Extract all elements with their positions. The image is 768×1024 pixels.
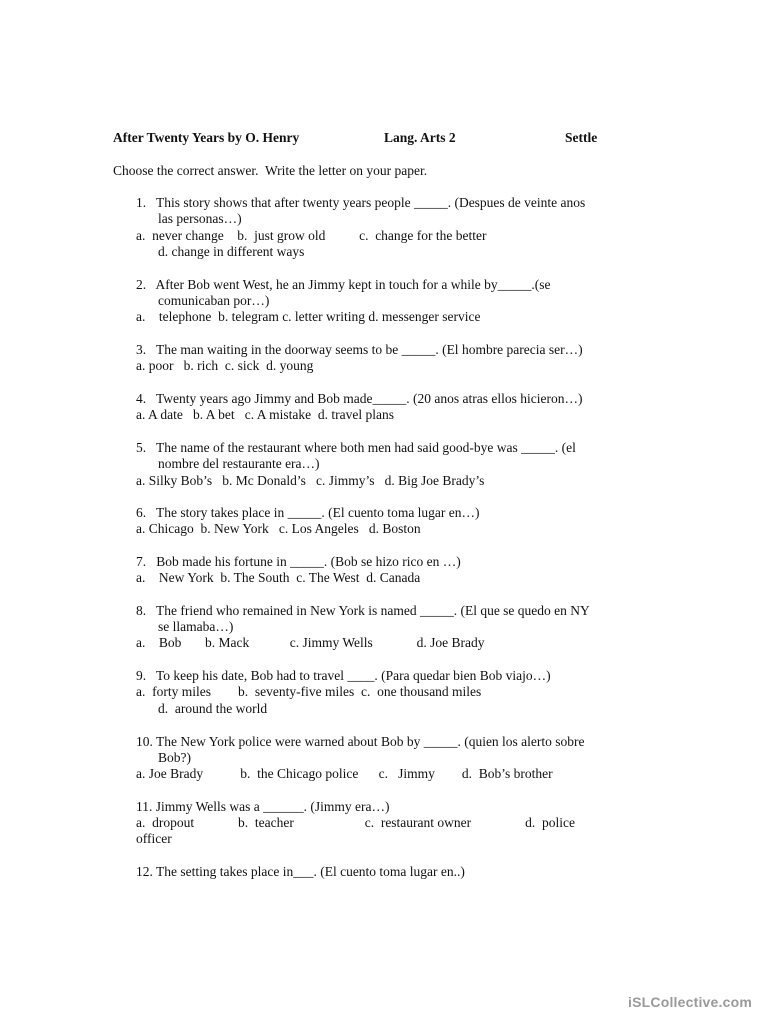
question-text: 10. The New York police were warned about Bob by _____. (quien los alerto sobre (136, 734, 585, 749)
instructions: Choose the correct answer. Write the letter on your paper. (113, 163, 428, 178)
question-text: nombre del restaurante era…) (158, 456, 320, 471)
answer-options: a. Bob b. Mack c. Jimmy Wells d. Joe Brady (136, 635, 485, 650)
answer-options: a. poor b. rich c. sick d. young (136, 358, 314, 373)
answer-options: a. never change b. just grow old c. change for the better (136, 228, 487, 243)
answer-options: a. Joe Brady b. the Chicago police c. Jimmy d. Bob’s brother (136, 766, 553, 781)
answer-options: d. around the world (158, 701, 268, 716)
teacher-name: Settle (565, 130, 598, 145)
answer-options: d. change in different ways (158, 244, 305, 259)
worksheet-title: After Twenty Years by O. Henry (113, 130, 300, 145)
question-text: 6. The story takes place in _____. (El cuento toma lugar en…) (136, 505, 480, 520)
answer-options: a. forty miles b. seventy-five miles c. one thousand miles (136, 684, 482, 699)
question-text: comunicaban por…) (158, 293, 270, 308)
answer-options: a. A date b. A bet c. A mistake d. travel plans (136, 407, 394, 422)
question-text: 8. The friend who remained in New York is named _____. (El que se quedo en NY (136, 603, 590, 618)
question-text: 7. Bob made his fortune in _____. (Bob se hizo rico en …) (136, 554, 461, 569)
question-text: 2. After Bob went West, he an Jimmy kept in touch for a while by_____.(se (136, 277, 551, 292)
question-text: 3. The man waiting in the doorway seems to be _____. (El hombre parecia ser…) (136, 342, 583, 357)
question-text: 1. This story shows that after twenty years people _____. (Despues de veinte anos (136, 195, 586, 210)
question-text: Bob?) (158, 750, 191, 765)
question-text: se llamaba…) (158, 619, 234, 634)
answer-options: a. Chicago b. New York c. Los Angeles d. Boston (136, 521, 421, 536)
question-text: 9. To keep his date, Bob had to travel ____. (Para quedar bien Bob viajo…) (136, 668, 551, 683)
answer-options: a. New York b. The South c. The West d. Canada (136, 570, 421, 585)
answer-options: officer (136, 831, 172, 846)
answer-options: a. telephone b. telegram c. letter writing d. messenger service (136, 309, 481, 324)
answer-options: a. dropout b. teacher c. restaurant owner d. police (136, 815, 576, 830)
question-text: 11. Jimmy Wells was a ______. (Jimmy era…) (136, 799, 390, 814)
question-text: 5. The name of the restaurant where both men had said good-bye was _____. (el (136, 440, 576, 455)
question-text: las personas…) (158, 211, 242, 226)
course-name: Lang. Arts 2 (384, 130, 456, 145)
question-text: 4. Twenty years ago Jimmy and Bob made_____. (20 anos atras ellos hicieron…) (136, 391, 583, 406)
question-text: 12. The setting takes place in___. (El cuento toma lugar en..) (136, 864, 465, 879)
answer-options: a. Silky Bob’s b. Mc Donald’s c. Jimmy’s d. Big Joe Brady’s (136, 473, 485, 488)
site-watermark: iSLCollective.com (628, 994, 752, 1010)
